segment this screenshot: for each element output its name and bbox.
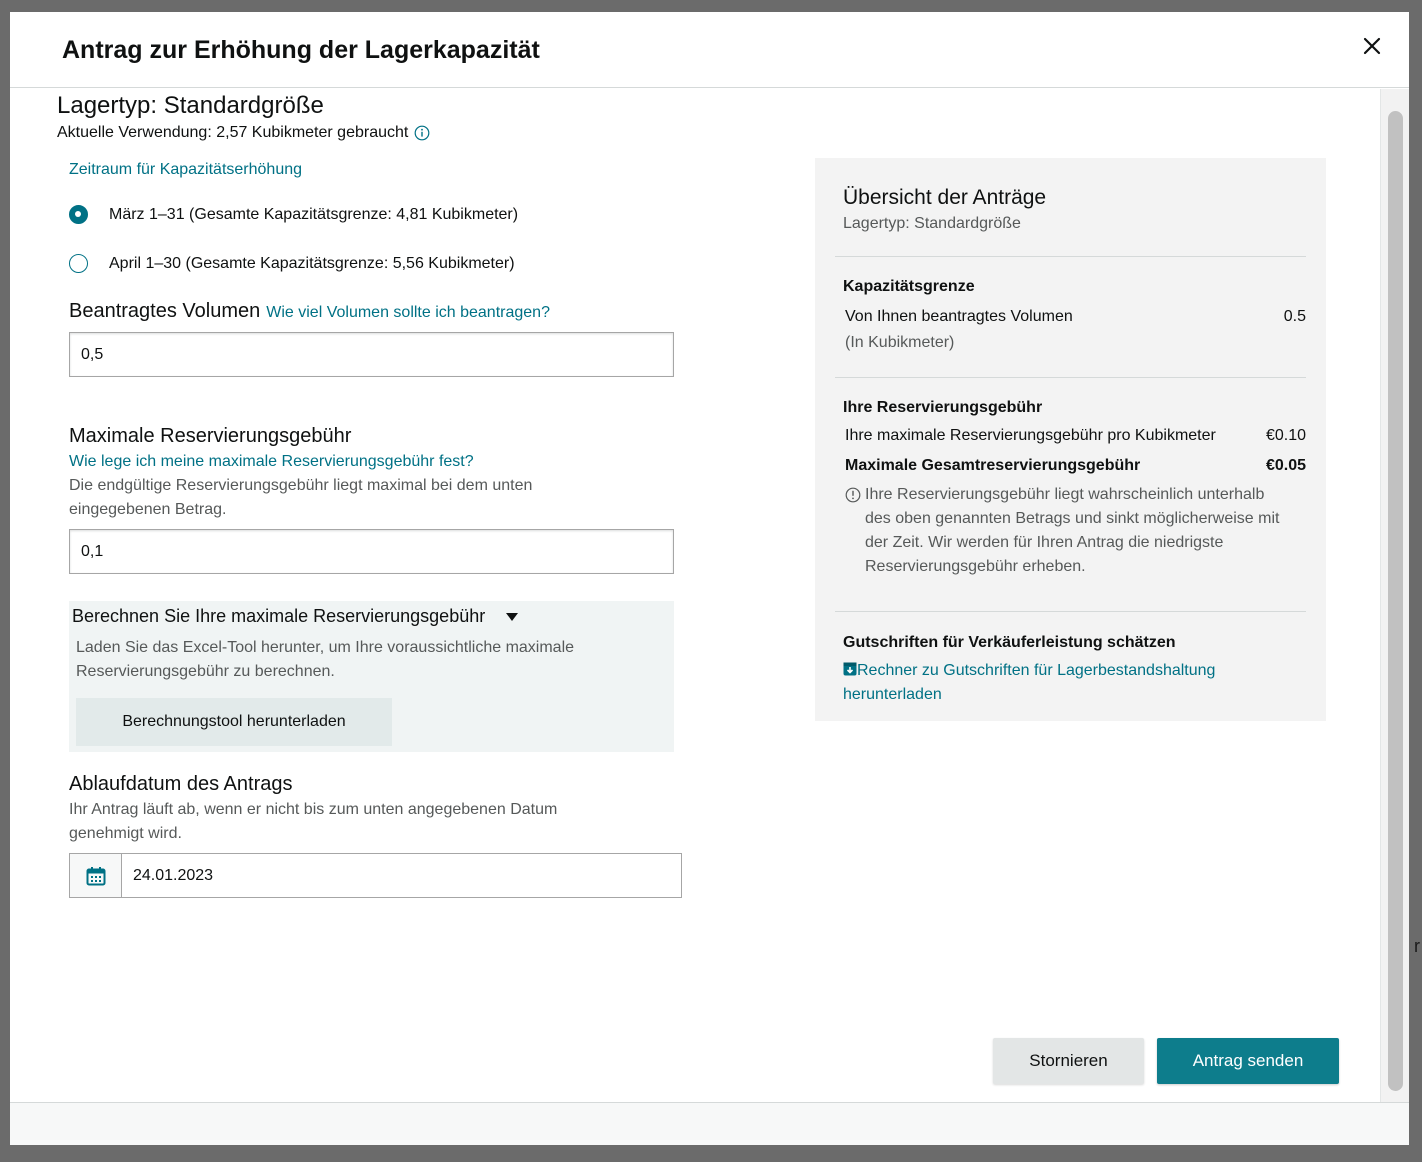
fee-title: Maximale Reservierungsgebühr bbox=[69, 425, 352, 447]
info-icon bbox=[845, 487, 861, 503]
fee-note-text: Ihre Reservierungsgebühr liegt wahrscheinlich unterhalb des oben genannten Betrags und sinkt möglicherweise mit der Zeit. Wir werden für Ihren Antrag die niedrigste Reservierungsgebühr erheben. bbox=[865, 486, 1280, 575]
radio-march[interactable] bbox=[69, 205, 88, 224]
max-fee-label: Ihre maximale Reservierungsgebühr pro Kubikmeter bbox=[845, 427, 1216, 444]
period-option-april[interactable] bbox=[69, 254, 515, 273]
credits-link-text[interactable]: Rechner zu Gutschriften für Lagerbestandshaltung herunterladen bbox=[843, 662, 1216, 703]
requested-volume-value: 0.5 bbox=[1283, 308, 1306, 325]
dialog-header bbox=[10, 12, 1409, 88]
expiry-date-field bbox=[69, 853, 682, 898]
request-summary-panel bbox=[815, 158, 1326, 721]
current-usage-text: Aktuelle Verwendung: 2,57 Kubikmeter gebraucht bbox=[57, 124, 409, 141]
capacity-heading: Kapazitätsgrenze bbox=[843, 278, 975, 295]
calendar-button[interactable] bbox=[70, 854, 122, 897]
cancel-button[interactable]: Stornieren bbox=[993, 1038, 1144, 1084]
radio-april[interactable] bbox=[69, 254, 88, 273]
calendar-icon bbox=[86, 866, 106, 886]
volume-help-link[interactable]: Wie viel Volumen sollte ich beantragen? bbox=[266, 304, 550, 321]
summary-title: Übersicht der Anträge bbox=[843, 186, 1047, 209]
max-fee-row bbox=[845, 427, 1306, 445]
expiry-date-input[interactable] bbox=[122, 854, 681, 897]
max-fee-value: €0.10 bbox=[1265, 427, 1306, 444]
credits-download-link[interactable] bbox=[843, 659, 1283, 707]
fee-hint: Die endgültige Reservierungsgebühr liegt maximal bei dem unten eingegebenen Betrag. bbox=[69, 477, 533, 518]
divider bbox=[835, 377, 1306, 378]
divider bbox=[835, 256, 1306, 257]
requested-volume-row bbox=[845, 308, 1306, 326]
volume-title: Beantragtes Volumen bbox=[69, 300, 261, 322]
fee-heading: Ihre Reservierungsgebühr bbox=[843, 399, 1043, 416]
fee-note bbox=[845, 483, 1285, 579]
credits-heading: Gutschriften für Verkäuferleistung schätzen bbox=[843, 634, 1176, 651]
capacity-request-dialog bbox=[10, 12, 1409, 1145]
fee-input[interactable] bbox=[69, 529, 674, 574]
scrollbar-thumb[interactable] bbox=[1388, 111, 1403, 1091]
calculator-description: Laden Sie das Excel-Tool herunter, um Ihre voraussichtliche maximale Reservierungsgebühr zu berechnen. bbox=[76, 639, 575, 680]
backdrop bbox=[0, 0, 1422, 12]
volume-header bbox=[69, 300, 550, 323]
submit-request-button[interactable]: Antrag senden bbox=[1157, 1038, 1339, 1084]
divider bbox=[835, 611, 1306, 612]
period-option-label: März 1–31 (Gesamte Kapazitätsgrenze: 4,81 Kubikmeter) bbox=[109, 205, 519, 223]
backdrop-fragment: r bbox=[1414, 936, 1420, 956]
current-usage bbox=[57, 124, 430, 142]
total-fee-value: €0.05 bbox=[1265, 457, 1306, 474]
calculator-title: Berechnen Sie Ihre maximale Reservierungsgebühr bbox=[72, 606, 486, 626]
expiry-title: Ablaufdatum des Antrags bbox=[69, 773, 293, 795]
volume-input[interactable] bbox=[69, 332, 674, 377]
period-option-march[interactable] bbox=[69, 205, 518, 224]
requested-volume-label: Von Ihnen beantragtes Volumen bbox=[845, 308, 1073, 325]
storage-type-heading: Lagertyp: Standardgröße bbox=[57, 92, 324, 119]
scrollbar[interactable] bbox=[1380, 89, 1409, 1102]
period-option-label: April 1–30 (Gesamte Kapazitätsgrenze: 5,56 Kubikmeter) bbox=[109, 254, 515, 272]
close-icon bbox=[1360, 34, 1384, 58]
dialog-title: Antrag zur Erhöhung der Lagerkapazität bbox=[62, 36, 540, 64]
fee-help-link[interactable]: Wie lege ich meine maximale Reservierungsgebühr fest? bbox=[69, 453, 474, 470]
total-fee-label: Maximale Gesamtreservierungsgebühr bbox=[845, 457, 1141, 474]
close-button[interactable] bbox=[1360, 34, 1384, 58]
summary-subtitle: Lagertyp: Standardgröße bbox=[843, 215, 1021, 232]
dialog-footer bbox=[10, 1102, 1409, 1145]
requested-volume-unit: (In Kubikmeter) bbox=[845, 334, 955, 351]
download-icon bbox=[843, 662, 857, 676]
info-icon[interactable] bbox=[414, 125, 430, 141]
period-label: Zeitraum für Kapazitätserhöhung bbox=[69, 161, 303, 178]
fee-calculator-panel bbox=[69, 601, 674, 752]
total-fee-row bbox=[845, 457, 1306, 475]
caret-down-icon bbox=[505, 612, 519, 622]
expiry-hint: Ihr Antrag läuft ab, wenn er nicht bis zum unten angegebenen Datum genehmigt wird. bbox=[69, 801, 558, 842]
calculator-toggle[interactable] bbox=[72, 606, 519, 627]
download-calculator-button[interactable]: Berechnungstool herunterladen bbox=[76, 698, 392, 746]
